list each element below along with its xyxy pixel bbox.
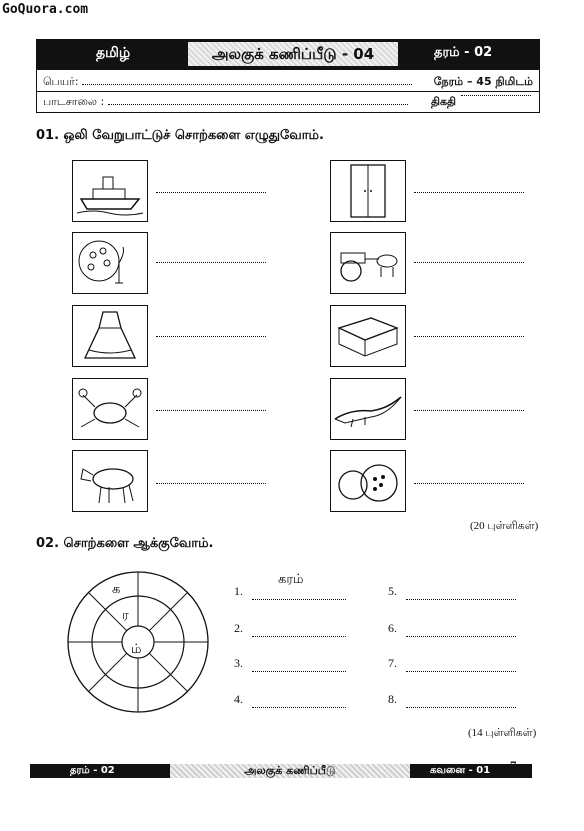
subject-label: தமிழ் xyxy=(96,45,131,61)
word-item-8 xyxy=(388,692,516,708)
section1-points: (20 புள்ளிகள்) xyxy=(470,520,539,532)
picture-box-bed xyxy=(330,305,406,367)
answer-line-6[interactable] xyxy=(414,336,524,337)
answer-line-5[interactable] xyxy=(156,336,266,337)
wheel-center-letter: ம் xyxy=(131,642,142,657)
word-answer-field[interactable] xyxy=(252,572,346,600)
word-item-1 xyxy=(234,572,346,600)
word-number: 1. xyxy=(234,584,243,598)
picture-box-frock xyxy=(72,305,148,367)
word-item-2 xyxy=(234,621,346,637)
answer-line-3[interactable] xyxy=(156,262,266,263)
word-number: 2. xyxy=(234,621,243,635)
wardrobe-icon xyxy=(331,161,405,221)
answer-line-7[interactable] xyxy=(156,410,266,411)
answer-line-2[interactable] xyxy=(414,192,524,193)
word-number: 3. xyxy=(234,656,243,670)
word-answer-text: கரம் xyxy=(278,572,304,587)
date-field[interactable] xyxy=(461,95,531,96)
info-divider xyxy=(37,91,539,92)
word-answer-field[interactable] xyxy=(252,692,346,708)
name-field[interactable] xyxy=(82,84,412,85)
picture-box-crab xyxy=(72,378,148,440)
answer-line-1[interactable] xyxy=(156,192,266,193)
ship-icon xyxy=(73,161,147,221)
grade-label: தரம் - 02 xyxy=(434,45,493,60)
picture-box-wardrobe xyxy=(330,160,406,222)
school-label: பாடசாலை : xyxy=(43,95,105,108)
word-number: 8. xyxy=(388,692,397,706)
word-item-3 xyxy=(234,656,346,672)
word-item-4 xyxy=(234,692,346,708)
word-item-6 xyxy=(388,621,516,637)
picture-box-bullock-cart xyxy=(330,232,406,294)
word-number: 5. xyxy=(388,584,397,598)
picture-box-pomegranate xyxy=(330,450,406,512)
picture-box-crocodile xyxy=(330,378,406,440)
picture-box-peacock xyxy=(72,232,148,294)
answer-line-4[interactable] xyxy=(414,262,524,263)
word-item-5 xyxy=(388,584,516,600)
name-label: பெயர்: xyxy=(43,75,79,88)
footer-term: கவனை - 01 xyxy=(430,765,491,776)
bed-icon xyxy=(331,306,405,366)
crocodile-icon xyxy=(331,379,405,439)
word-answer-field[interactable] xyxy=(406,621,516,637)
time-label: நேரம் – 45 நிமிடம் xyxy=(433,75,533,88)
crab-icon xyxy=(73,379,147,439)
picture-box-ship xyxy=(72,160,148,222)
word-answer-field[interactable] xyxy=(252,621,346,637)
section2-title: 02. சொற்களை ஆக்குவோம். xyxy=(36,536,214,551)
picture-box-bull xyxy=(72,450,148,512)
section1-title: 01. ஒலி வேறுபாட்டுச் சொற்களை எழுதுவோம். xyxy=(36,128,324,143)
bull-icon xyxy=(73,451,147,511)
pomegranate-icon xyxy=(331,451,405,511)
frock-icon xyxy=(73,306,147,366)
answer-line-8[interactable] xyxy=(414,410,524,411)
school-field[interactable] xyxy=(108,104,408,105)
student-info-box xyxy=(36,69,540,113)
school-row xyxy=(43,95,533,110)
header-band xyxy=(36,39,540,69)
word-answer-field[interactable] xyxy=(406,692,516,708)
word-answer-field[interactable] xyxy=(406,656,516,672)
peacock-icon xyxy=(73,233,147,293)
footer-title: அலகுக் கணிப்பீடு xyxy=(170,764,410,778)
word-answer-field[interactable] xyxy=(406,584,516,600)
footer-band xyxy=(30,764,532,778)
bullock-cart-icon xyxy=(331,233,405,293)
word-number: 7. xyxy=(388,656,397,670)
word-number: 4. xyxy=(234,692,243,706)
wheel-outer-letter: க xyxy=(112,582,121,597)
date-label: திகதி xyxy=(431,95,457,108)
footer-grade: தரம் - 02 xyxy=(70,765,115,776)
assessment-title: அலகுக் கணிப்பீடு - 04 xyxy=(188,42,398,66)
answer-line-9[interactable] xyxy=(156,483,266,484)
name-row xyxy=(43,75,533,90)
word-number: 6. xyxy=(388,621,397,635)
answer-line-10[interactable] xyxy=(414,483,524,484)
watermark: GoQuora.com xyxy=(2,2,89,17)
wheel-middle-letter: ர xyxy=(122,608,129,623)
word-answer-field[interactable] xyxy=(252,656,346,672)
page-number: 7 xyxy=(510,758,517,773)
word-item-7 xyxy=(388,656,516,672)
section2-points: (14 புள்ளிகள்) xyxy=(468,727,537,739)
